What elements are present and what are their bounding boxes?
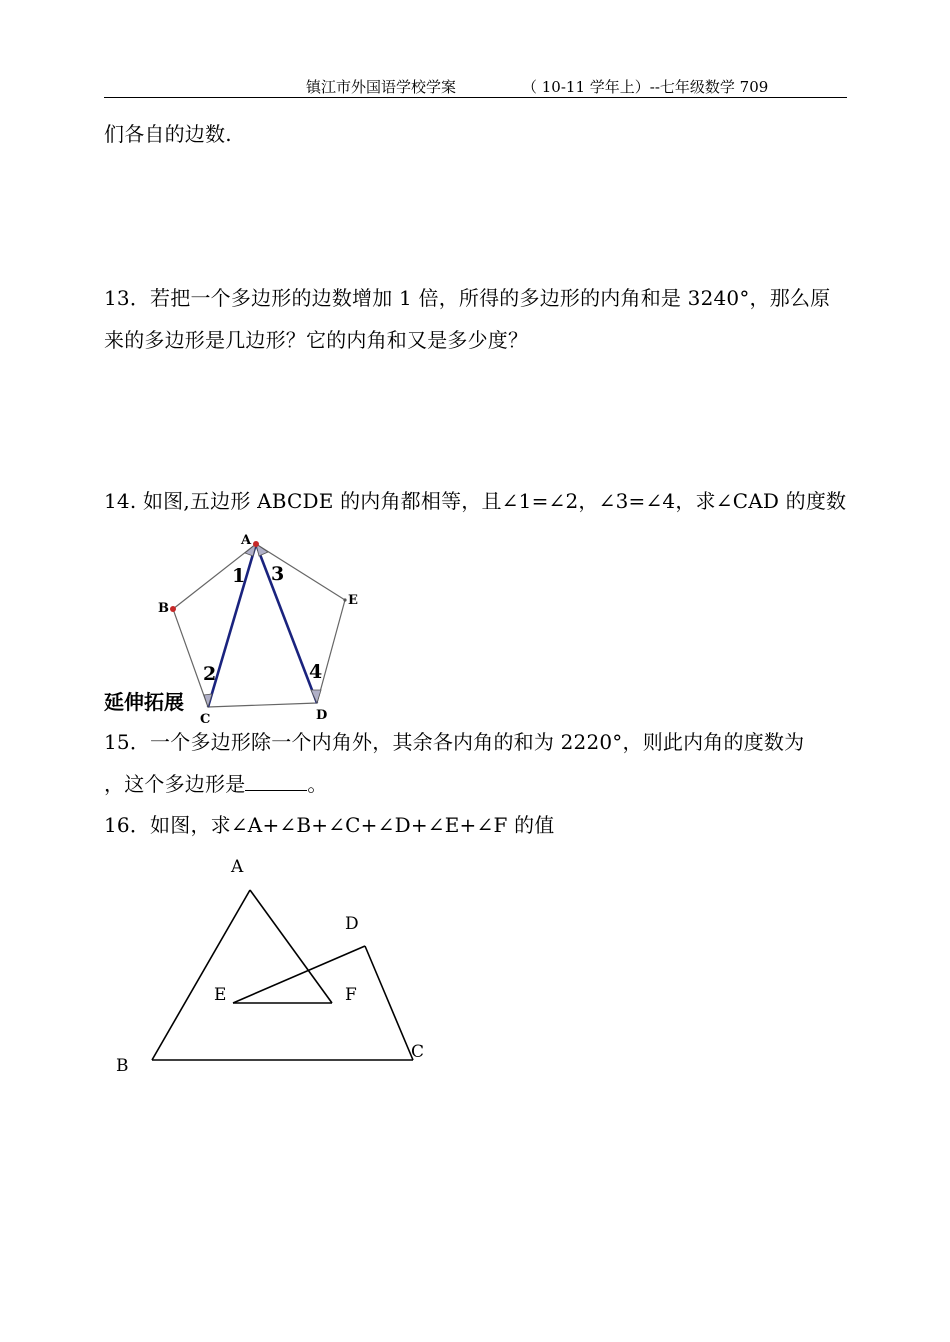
question-14: 14. 如图,五边形 ABCDE 的内角都相等，且∠1=∠2，∠3=∠4，求∠CAD 的度数 xyxy=(104,489,847,513)
question-15-suffix: 。 xyxy=(307,772,328,796)
section-title-extension: 延伸拓展 xyxy=(104,690,184,714)
label-point-c: C xyxy=(411,1042,425,1062)
question-16: 16．如图，求∠A+∠B+∠C+∠D+∠E+∠F 的值 xyxy=(104,813,555,837)
label-angle-2: 2 xyxy=(203,663,217,685)
label-vertex-c: C xyxy=(200,712,211,727)
label-vertex-a: A xyxy=(241,533,252,548)
label-point-d: D xyxy=(345,914,359,934)
label-angle-4: 4 xyxy=(309,661,323,683)
label-point-e: E xyxy=(214,985,227,1005)
question-13-line-2: 来的多边形是几边形？它的内角和又是多少度？ xyxy=(104,328,529,352)
edge-cd xyxy=(365,946,413,1060)
label-point-f: F xyxy=(345,985,357,1005)
question-13-line-1: 13．若把一个多边形的边数增加 1 倍，所得的多边形的内角和是 3240°，那么原 xyxy=(104,286,831,310)
triangle-abf xyxy=(152,890,413,1060)
label-point-a: A xyxy=(231,857,244,877)
label-angle-1: 1 xyxy=(232,565,246,587)
question-15-prefix: ，这个多边形是 xyxy=(104,772,246,796)
question-15-line-1: 15．一个多边形除一个内角外，其余各内角的和为 2220°，则此内角的度数为 xyxy=(104,730,805,754)
course-info: （ 10-11 学年上）--七年级数学 709 xyxy=(522,78,769,96)
school-title: 镇江市外国语学校学案 xyxy=(306,78,457,96)
label-point-b: B xyxy=(116,1056,129,1076)
label-vertex-b: B xyxy=(158,601,169,616)
continuation-text: 们各自的边数. xyxy=(104,122,232,146)
label-angle-3: 3 xyxy=(271,563,285,585)
label-vertex-d: D xyxy=(316,708,328,723)
edge-fa xyxy=(250,890,332,1003)
edge-ab xyxy=(152,890,250,1060)
label-vertex-e: E xyxy=(348,593,358,608)
